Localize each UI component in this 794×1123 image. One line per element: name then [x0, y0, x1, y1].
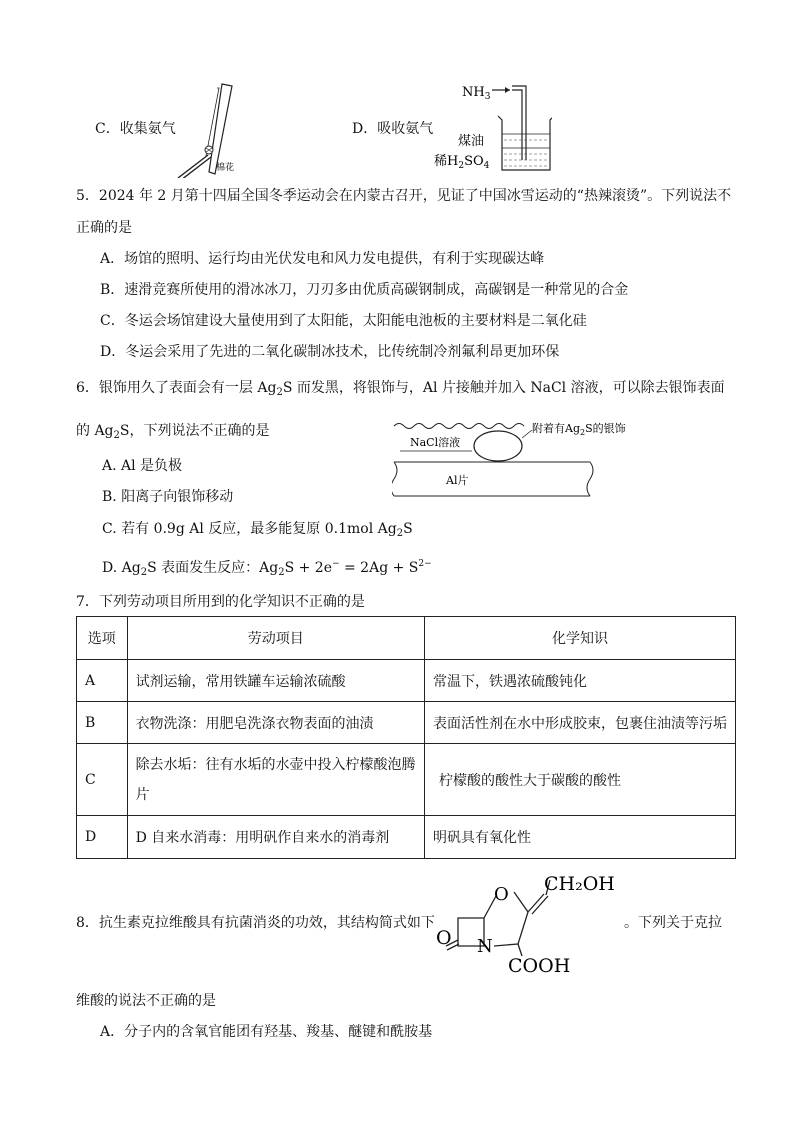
row-labor: 试剂运输，常用铁罐车运输浓硫酸	[127, 660, 424, 702]
table-row	[77, 660, 736, 702]
header-option: 选项	[77, 617, 128, 660]
row-knowledge: 明矾具有氧化性	[424, 816, 735, 859]
row-labor: 除去水垢：往有水垢的水壶中投入柠檬酸泡腾片	[127, 744, 424, 816]
row-knowledge: 常温下，铁遇浓硫酸钝化	[424, 660, 735, 702]
ammonia-collection-figure	[170, 78, 250, 178]
carbonyl-oxygen: O	[436, 927, 452, 949]
row-knowledge: 表面活性剂在水中形成胶束，包裹住油渍等污垢	[424, 702, 735, 744]
silver-ornament-label: 附着有$Ag_2S$的银饰	[532, 422, 626, 437]
q7-stem: 7．下列劳动项目所用到的化学知识不正确的是	[76, 594, 365, 610]
q6-option-a: A. Al 是负极	[102, 458, 183, 474]
table-row	[77, 744, 736, 816]
nacl-solution-label: NaCl溶液	[410, 436, 461, 449]
q8-stem-line1-b: 。下列关于克拉	[624, 915, 722, 931]
clavulanic-acid-structure	[432, 868, 622, 978]
silver-ornament	[474, 431, 522, 461]
q4-option-d: D．吸收氨气	[352, 121, 434, 137]
header-chem-knowledge: 化学知识	[424, 617, 735, 660]
q8-option-a: A．分子内的含氧官能团有羟基、羧基、醚键和酰胺基	[100, 1024, 433, 1040]
al-plate-label: Al片	[446, 474, 469, 487]
row-labor: D 自来水消毒：用明矾作自来水的消毒剂	[127, 816, 424, 859]
dilute-acid-label: 稀$H_2SO_4$	[434, 154, 490, 171]
row-labor: 衣物洗涤：用肥皂洗涤衣物表面的油渍	[127, 702, 424, 744]
q5-option-c: C．冬运会场馆建设大量使用到了太阳能，太阳能电池板的主要材料是二氧化硅	[100, 313, 587, 329]
beaker	[498, 116, 552, 170]
row-label: B	[77, 702, 128, 744]
q6-stem-line2: 的 $Ag_2S$，下列说法不正确的是	[76, 423, 270, 441]
cooh-group: COOH	[508, 955, 571, 977]
ammonia-absorption-figure	[432, 78, 552, 176]
table-row	[77, 816, 736, 859]
q6-option-c: C. 若有 0.9g Al 反应，最多能复原 0.1mol $Ag_2S$	[102, 521, 413, 539]
silver-cleaning-figure	[392, 416, 652, 498]
delivery-tube	[178, 155, 208, 178]
q8-stem-line1-a: 8．抗生素克拉维酸具有抗菌消炎的功效，其结构简式如下	[76, 915, 435, 931]
header-labor-item: 劳动项目	[127, 617, 424, 660]
q5-stem-line1: 5．2024 年 2 月第十四届全国冬季运动会在内蒙古召开，见证了中国冰雪运动的“热辣滚烫”。下列说法不	[76, 188, 732, 204]
test-tube	[209, 84, 235, 174]
table-row	[77, 702, 736, 744]
kerosene-label: 煤油	[458, 134, 485, 149]
row-knowledge: 柠檬酸的酸性大于碳酸的酸性	[424, 744, 735, 816]
nitrogen-atom: N	[477, 936, 493, 957]
q5-option-d: D．冬运会采用了先进的二氧化碳制冰技术，比传统制冷剂氟利昂更加环保	[100, 344, 560, 360]
table-header-row	[77, 617, 736, 660]
q6-option-b: B. 阳离子向银饰移动	[102, 489, 234, 505]
q8-stem-line2: 维酸的说法不正确的是	[76, 993, 216, 1009]
ring-oxygen: O	[494, 884, 509, 905]
q5-option-a: A．场馆的照明、运行均由光伏发电和风力发电提供，有利于实现碳达峰	[100, 251, 545, 267]
ch2oh-group: CH₂OH	[544, 873, 615, 895]
row-label: C	[77, 744, 128, 816]
q6-stem-line1: 6．银饰用久了表面会有一层 $Ag_2S$ 而发黑，将银饰与，Al 片接触并加入 NaCl 溶液，可以除去银饰表面	[76, 380, 725, 398]
row-label: A	[77, 660, 128, 702]
q5-stem-line2: 正确的是	[76, 220, 132, 236]
q4-option-c: C．收集氨气	[95, 121, 176, 137]
row-label: D	[77, 816, 128, 859]
nh3-label: $NH_3$	[462, 85, 491, 102]
cotton-label: 棉花	[216, 163, 235, 173]
q5-option-b: B．速滑竞赛所使用的滑冰冰刀，刀刃多由优质高碳钢制成，高碳钢是一种常见的合金	[100, 282, 629, 298]
q6-option-d: D. $Ag_2S$ 表面发生反应：$Ag_2S + 2e^- = 2Ag + S^{2-}$	[102, 559, 432, 578]
q7-table	[76, 616, 736, 859]
